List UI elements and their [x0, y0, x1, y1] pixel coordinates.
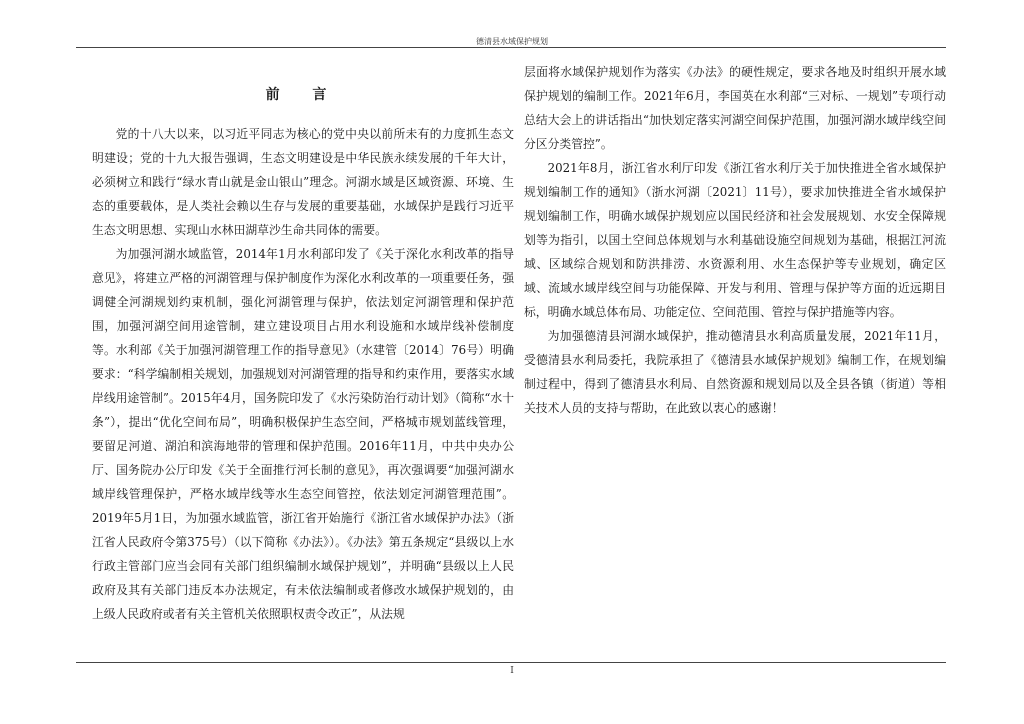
paragraph: 党的十八大以来，以习近平同志为核心的党中央以前所未有的力度抓生态文明建设；党的十九大报告强调，生态文明建设是中华民族永续发展的千年大计，必须树立和践行“绿水青山就是金山银山”理念。河湖水域是区域资源、环境、生态的重要载体，是人类社会赖以生存与发展的重要基础，水域保护是践行习近平生态文明思想、实现山水林田湖草沙生命共同体的需要。	[92, 127, 514, 237]
paragraph: 为加强德清县河湖水域保护，推动德清县水利高质量发展，2021年11月，受德清县水利局委托，我院承担了《德清县水域保护规划》编制工作，在规划编制过程中，得到了德清县水利局、自然资源和规划局以及全县各镇（街道）等相关技术人员的支持与帮助，在此致以衷心的感谢！	[524, 329, 946, 415]
paragraph-continued: 层面将水域保护规划作为落实《办法》的硬性规定，要求各地及时组织开展水域保护规划的编制工作。2021年6月，李国英在水利部“三对标、一规划”专项行动总结大会上的讲话指出“加快划定落实河湖空间保护范围，加强河湖水域岸线空间分区分类管控”。	[524, 65, 946, 151]
left-column	[92, 82, 514, 626]
right-column	[524, 60, 946, 420]
page-number: I	[510, 666, 514, 676]
header-divider	[76, 47, 946, 48]
paragraph: 为加强河湖水域监管，2014年1月水利部印发了《关于深化水利改革的指导意见》，将建立严格的河湖管理与保护制度作为深化水利改革的一项重要任务，强调健全河湖规划约束机制，强化河湖管理与保护，依法划定河湖管理和保护范围，加强河湖空间用途管制，建立建设项目占用水利设施和水域岸线补偿制度等。水利部《关于加强河湖管理工作的指导意见》（水建管〔2014〕76号）明确要求：“科学编制相关规划，加强规划对河湖管理的指导和约束作用，要落实水域岸线用途管制”。2015年4月，国务院印发了《水污染防治行动计划》（简称“水十条”），提出“优化空间布局”，明确积极保护生态空间，严格城市规划蓝线管理，要留足河道、湖泊和滨海地带的管理和保护范围。2016年11月，中共中央办公厅、国务院办公厅印发《关于全面推行河长制的意见》，再次强调要“加强河湖水域岸线管理保护，严格水域岸线等水生态空间管控，依法划定河湖管理范围”。2019年5月1日，为加强水域监管，浙江省开始施行《浙江省水域保护办法》（浙江省人民政府令第375号）（以下简称《办法》）。《办法》第五条规定“县级以上水行政主管部门应当会同有关部门组织编制水域保护规划”，并明确“县级以上人民政府及其有关部门违反本办法规定，有未依法编制或者修改水域保护规划的，由上级人民政府或者有关主管机关依照职权责令改正”，从法规	[92, 247, 514, 621]
footer-divider	[76, 662, 946, 663]
paragraph: 2021年8月，浙江省水利厅印发《浙江省水利厅关于加快推进全省水域保护规划编制工作的通知》（浙水河湖〔2021〕11号），要求加快推进全省水域保护规划编制工作，明确水域保护规划应以国民经济和社会发展规划、水安全保障规划等为指引，以国土空间总体规划与水利基础设施空间规划为基础，根据江河流域、区域综合规划和防洪排涝、水资源利用、水生态保护等专业规划，确定区域、流域水域岸线空间与功能保障、开发与利用、管理与保护等方面的近远期目标，明确水域总体布局、功能定位、空间范围、管控与保护措施等内容。	[524, 161, 946, 319]
preface-heading: 前 言	[265, 87, 341, 103]
page-header-title: 德清县水域保护规划	[476, 37, 548, 46]
